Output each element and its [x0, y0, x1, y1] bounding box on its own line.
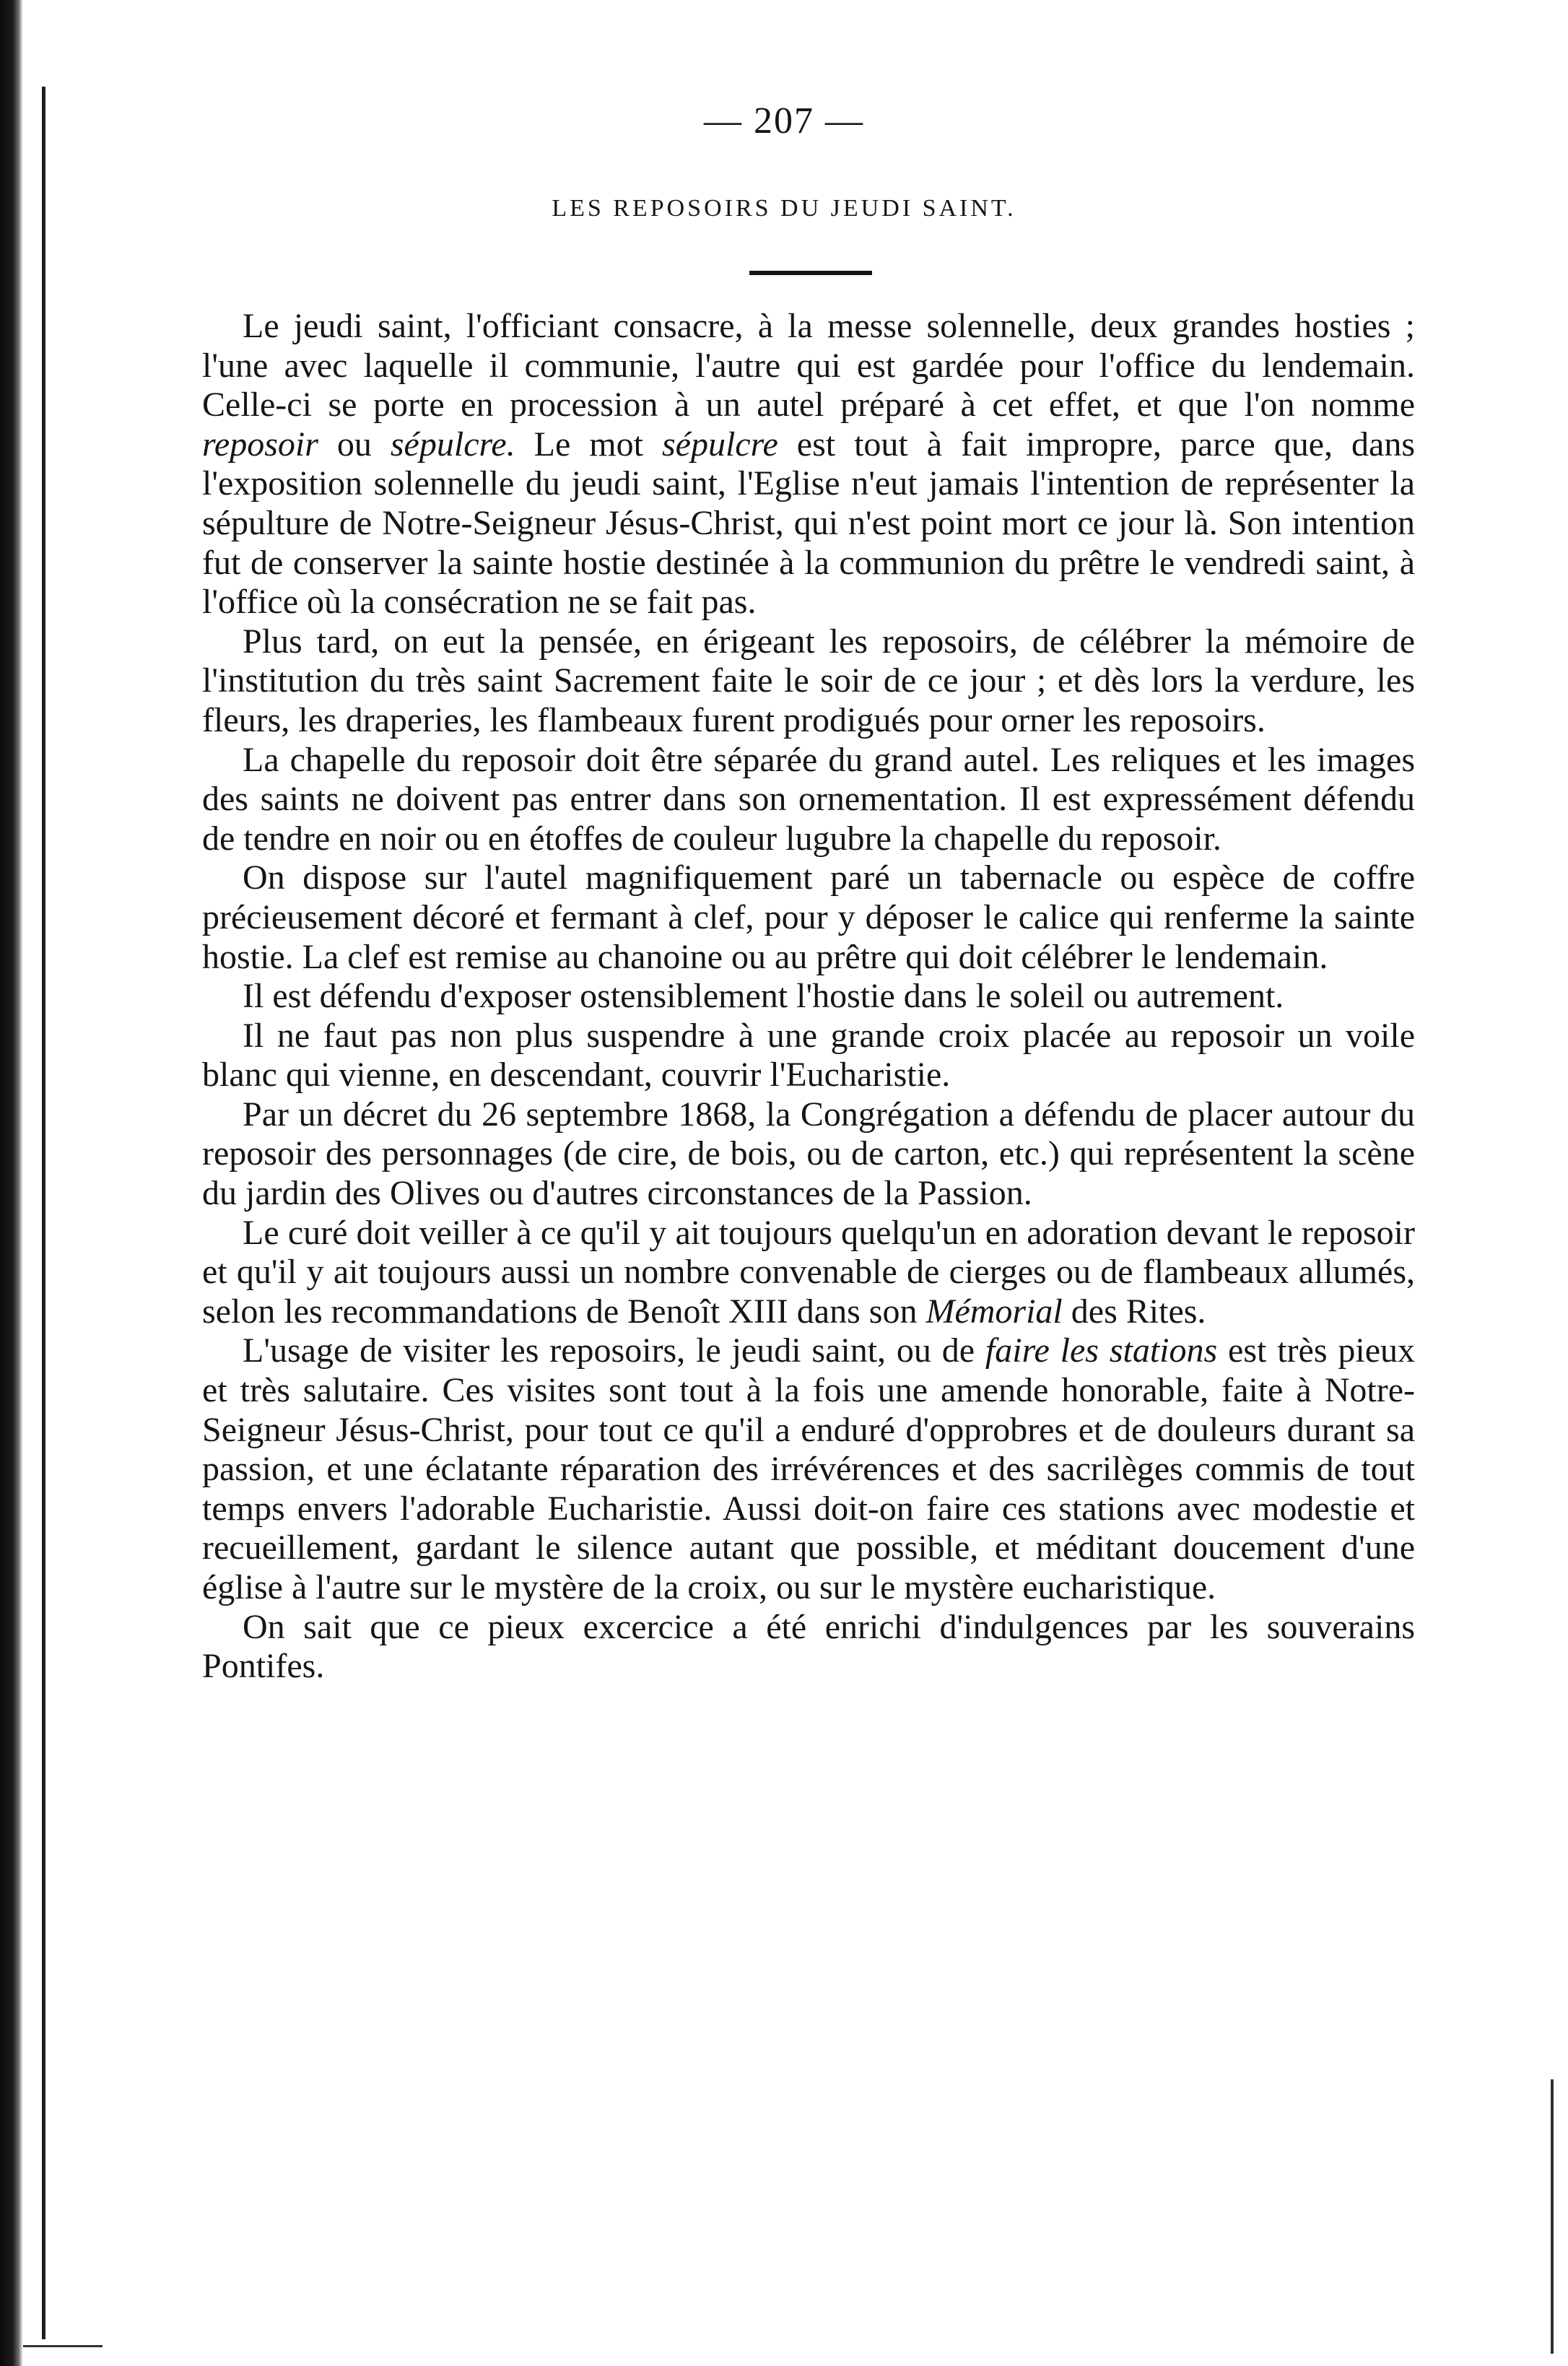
text-run: Il ne faut pas non plus suspendre à une grande croix placée au reposoir un voile blanc qui vienne, en descendant, couvrir l'Eucharistie.	[202, 1016, 1415, 1095]
italic-term: faire les stations	[985, 1331, 1218, 1370]
binding-edge	[0, 0, 23, 2366]
right-margin-rule	[1551, 2079, 1554, 2354]
title-rule	[749, 271, 872, 275]
italic-term: Mémorial	[925, 1292, 1063, 1331]
paragraph	[202, 858, 1415, 977]
paragraph	[202, 1331, 1415, 1607]
italic-term: sépulcre.	[390, 425, 515, 464]
paragraph	[202, 1214, 1415, 1332]
text-run: On sait que ce pieux excercice a été enrichi d'indulgences par les souverains Pontifes.	[202, 1607, 1415, 1686]
paragraph	[202, 1095, 1415, 1214]
paragraph	[202, 1608, 1415, 1687]
chapter-title: LES REPOSOIRS DU JEUDI SAINT.	[552, 195, 1016, 222]
paragraph	[202, 741, 1415, 859]
paragraph	[202, 1017, 1415, 1095]
text-run: Le curé doit veiller à ce qu'il y ait toujours quelqu'un en adoration devant le reposoir et qu'il y ait toujours aussi un nombre convenable de cierges ou de flambeaux allumés, selon les recommandations de Benoît XIII dans son	[202, 1213, 1415, 1331]
text-run: L'usage de visiter les reposoirs, le jeudi saint, ou de	[243, 1331, 985, 1370]
italic-term: reposoir	[202, 425, 318, 464]
body-text	[202, 307, 1415, 1687]
text-run: Plus tard, on eut la pensée, en érigeant les reposoirs, de célébrer la mémoire de l'institution du très saint Sacrement faite le soir de ce jour ; et dès lors la verdure, les fleurs, les draperies, les flambeaux furent prodigués pour orner les reposoirs.	[202, 622, 1415, 739]
text-run: La chapelle du reposoir doit être séparée du grand autel. Les reliques et les images des saints ne doivent pas entrer dans son ornementation. Il est expressément défendu de tendre en noir ou en étoffes de couleur lugubre la chapelle du reposoir.	[202, 740, 1415, 858]
text-run: Il est défendu d'exposer ostensiblement l'hostie dans le soleil ou autrement.	[243, 977, 1284, 1016]
text-run: On dispose sur l'autel magnifiquement paré un tabernacle ou espèce de coffre précieusement décoré et fermant à clef, pour y déposer le calice qui renferme la sainte hostie. La clef est remise au chanoine ou au prêtre qui doit célébrer le lendemain.	[202, 858, 1415, 976]
italic-term: sépulcre	[661, 425, 778, 464]
text-run: est tout à fait impropre, parce que, dans l'exposition solennelle du jeudi saint, l'Eglise n'eut jamais l'intention de représenter la sépulture de Notre-Seigneur Jésus-Christ, qui n'est point mort ce jour là. Son intention fut de conserver la sainte hostie destinée à la communion du prêtre le vendredi saint, à l'office où la consécration ne se fait pas.	[202, 425, 1416, 622]
text-run: Le jeudi saint, l'officiant consacre, à la messe solennelle, deux grandes hosties ; l'une avec laquelle il communie, l'autre qui est gardée pour l'office du lendemain. Celle-ci se porte en procession à un autel préparé à cet effet, et que l'on nomme	[202, 307, 1415, 425]
page-number: — 207 —	[704, 100, 864, 142]
text-run: Le mot	[515, 425, 662, 464]
bottom-corner-rule	[23, 2345, 103, 2347]
text-run: ou	[318, 425, 391, 464]
text-run: Par un décret du 26 septembre 1868, la Congrégation a défendu de placer autour du reposoir des personnages (de cire, de bois, ou de carton, etc.) qui représentent la scène du jardin des Olives ou d'autres circonstances de la Passion.	[202, 1095, 1415, 1213]
binding-rule	[42, 87, 45, 2339]
paragraph	[202, 307, 1415, 622]
paragraph	[202, 622, 1415, 741]
text-run: est très pieux et très salutaire. Ces visites sont tout à la fois une amende honorable, faite à Notre-Seigneur Jésus-Christ, pour tout ce qu'il a enduré d'opprobres et de douleurs durant sa passion, et une éclatante réparation des irrévérences et des sacrilèges commis de tout temps envers l'adorable Eucharistie. Aussi doit-on faire ces stations avec modestie et recueillement, gardant le silence autant que possible, et méditant doucement d'une église à l'autre sur le mystère de la croix, ou sur le mystère eucharistique.	[202, 1331, 1416, 1606]
paragraph	[202, 977, 1415, 1017]
text-run: des Rites.	[1062, 1292, 1206, 1331]
